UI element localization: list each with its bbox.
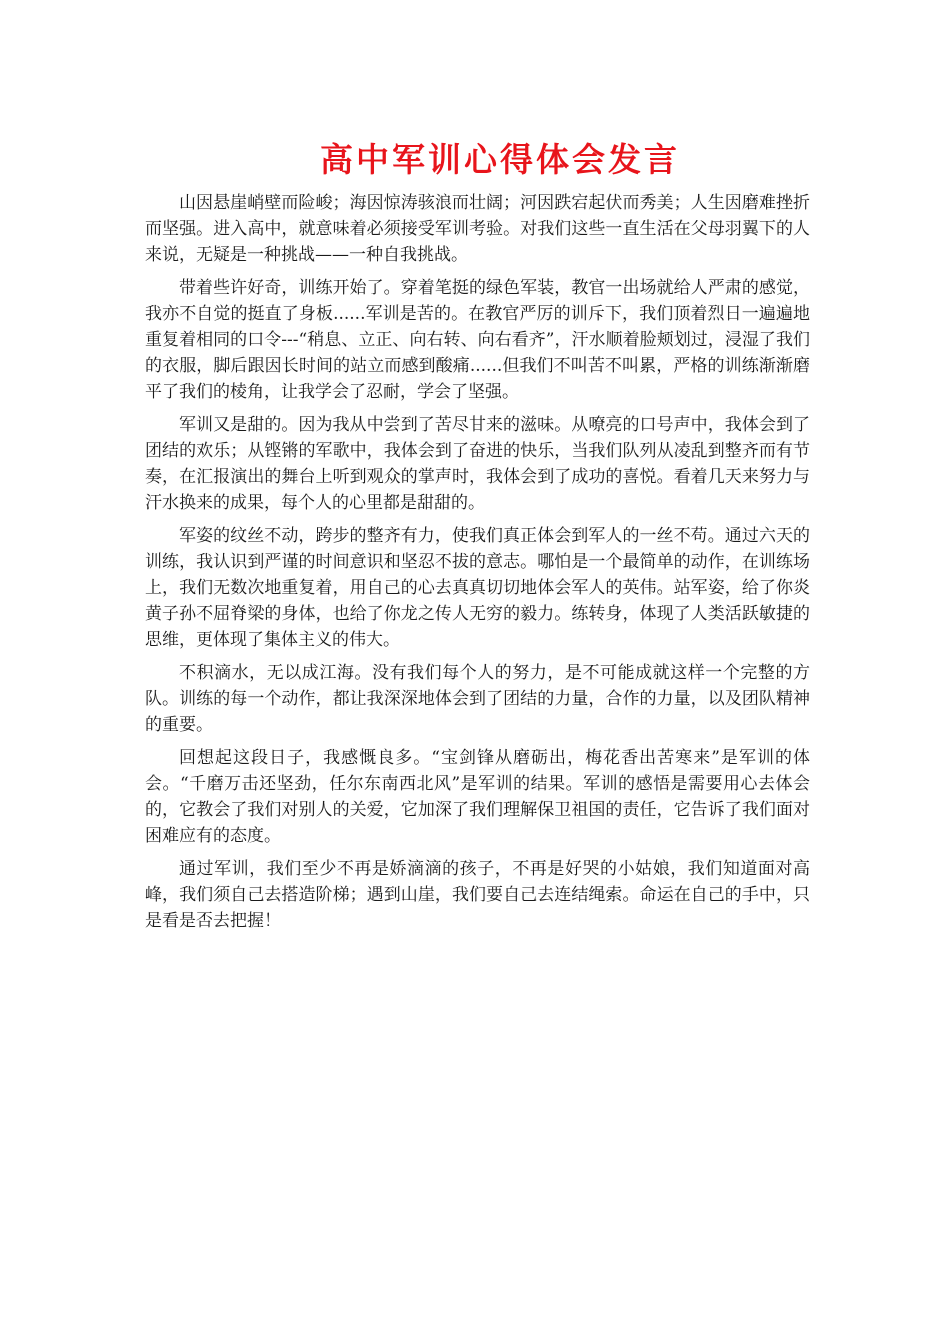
paragraph-6: 回想起这段日子，我感慨良多。“宝剑锋从磨砺出，梅花香出苦寒来”是军训的体会。“千磨万击还坚劲，任尔东南西北风”是军训的结果。军训的感悟是需要用心去体会的，它教会了我们对别人的关爱，它加深了我们理解保卫祖国的责任，它告诉了我们面对困难应有的态度。 [145,748,810,846]
paragraph-2: 带着些许好奇，训练开始了。穿着笔挺的绿色军装，教官一出场就给人严肃的感觉，我亦不自觉的挺直了身板......军训是苦的。在教官严厉的训斥下，我们顶着烈日一遍遍地重复着相同的口令---“稍息、立正、向右转、向右看齐”，汗水顺着脸颊划过，浸湿了我们的衣服，脚后跟因长时间的站立而感到酸痛......但我们不叫苦不叫累，严格的训练渐渐磨平了我们的棱角，让我学会了忍耐，学会了坚强。 [145,278,810,402]
paragraph-5: 不积滴水，无以成江海。没有我们每个人的努力，是不可能成就这样一个完整的方队。训练的每一个动作，都让我深深地体会到了团结的力量，合作的力量，以及团队精神的重要。 [145,663,810,735]
paragraph-1: 山因悬崖峭壁而险峻；海因惊涛骇浪而壮阔；河因跌宕起伏而秀美；人生因磨难挫折而坚强。进入高中，就意味着必须接受军训考验。对我们这些一直生活在父母羽翼下的人来说，无疑是一种挑战——一种自我挑战。 [145,193,810,265]
paragraph-7: 通过军训，我们至少不再是娇滴滴的孩子，不再是好哭的小姑娘，我们知道面对高峰，我们须自己去搭造阶梯；遇到山崖，我们要自己去连结绳索。命运在自己的手中，只是看是否去把握！ [145,859,810,931]
document-title: 高中军训心得体会发言 [320,140,680,179]
document-body [145,190,810,941]
paragraph-4: 军姿的纹丝不动，跨步的整齐有力，使我们真正体会到军人的一丝不苟。通过六天的训练，我认识到严谨的时间意识和坚忍不拔的意志。哪怕是一个最简单的动作，在训练场上，我们无数次地重复着，用自己的心去真真切切地体会军人的英伟。站军姿，给了你炎黄子孙不屈脊梁的身体，也给了你龙之传人无穷的毅力。练转身，体现了人类活跃敏捷的思维，更体现了集体主义的伟大。 [145,526,810,650]
paragraph-3: 军训又是甜的。因为我从中尝到了苦尽甘来的滋味。从嘹亮的口号声中，我体会到了团结的欢乐；从铿锵的军歌中，我体会到了奋进的快乐，当我们队列从凌乱到整齐而有节奏，在汇报演出的舞台上听到观众的掌声时，我体会到了成功的喜悦。看着几天来努力与汗水换来的成果，每个人的心里都是甜甜的。 [145,415,810,513]
